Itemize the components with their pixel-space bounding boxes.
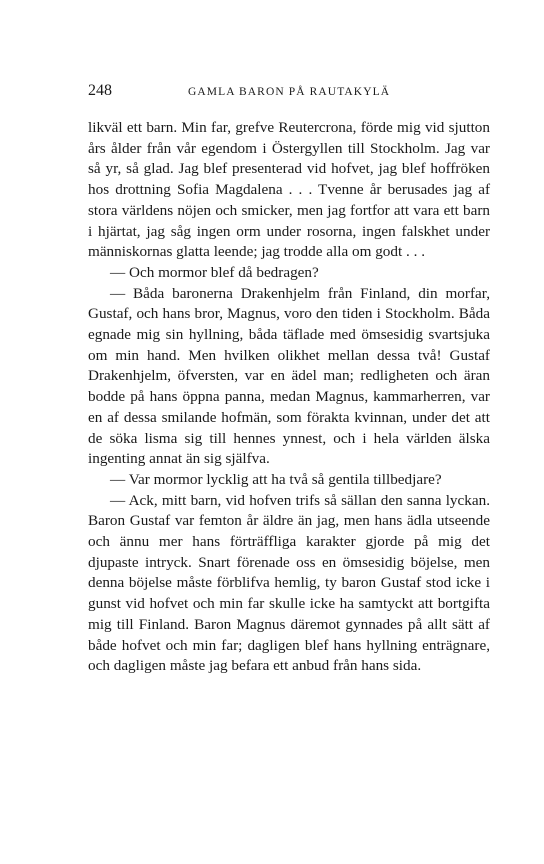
paragraph: — Ack, mitt barn, vid hofven trifs så sällan den sanna lyckan. Baron Gustaf var femton år äldre än jag, men hans ädla utseende och ännu mer hans förträffliga karakter gjorde på mig det djupaste intryck. Snart förenade oss en ömsesidig böjelse, men denna böjelse måste förblifva hemlig, ty baron Gustaf stod icke i gunst vid hofvet och min far skulle icke ha samtyckt att bortgifta mig till Finland. Baron Magnus däremot gynnades på allt sätt af både hofvet och min far; dagligen blef hans hyllning enträgnare, och dagligen måste jag befara ett anbud från hans sida. xyxy=(88,491,490,675)
paragraph: likväl ett barn. Min far, grefve Reutercrona, förde mig vid sjutton års ålder från vår egendom i Östergyllen till Stockholm. Jag var så yr, så glad. Jag blef presenterad vid hofvet, jag blef hoffröken hos drottning Sofia Magdalena . . . Tvenne år berusades jag af stora världens nöjen och smicker, men jag fortfor att vara ett barn i hjärtat, jag såg ingen orm under rosorna, ingen falskhet under människornas glatta leende; jag trodde alla om godt . . . xyxy=(88,119,490,261)
running-head xyxy=(88,82,490,104)
body-text xyxy=(88,118,490,677)
paragraph: — Båda baronerna Drakenhjelm från Finland, din morfar, Gustaf, och hans bror, Magnus, voro den tiden i Stockholm. Båda egnade mig sin hyllning, båda täflade med ömsesidig svartsjuka om min hand. Men hvilken olikhet mellan dessa två! Gustaf Drakenhjelm, öfversten, var en ädel man; redligheten och äran bodde på hans öppna panna, medan Magnus, kammarherren, var en af dessa smilande hofmän, som förakta kvinnan, under det att de söka lisma sig till hennes ynnest, och i hela världen älska ingenting annat än sig själfva. xyxy=(88,284,490,468)
paragraph: — Var mormor lycklig att ha två så gentila tillbedjare? xyxy=(110,470,442,488)
paragraph: — Och mormor blef då bedragen? xyxy=(110,263,319,281)
running-head-title: GAMLA BARON PÅ RAUTAKYLÄ xyxy=(188,86,391,98)
book-page xyxy=(88,82,490,677)
page-number: 248 xyxy=(88,82,112,99)
